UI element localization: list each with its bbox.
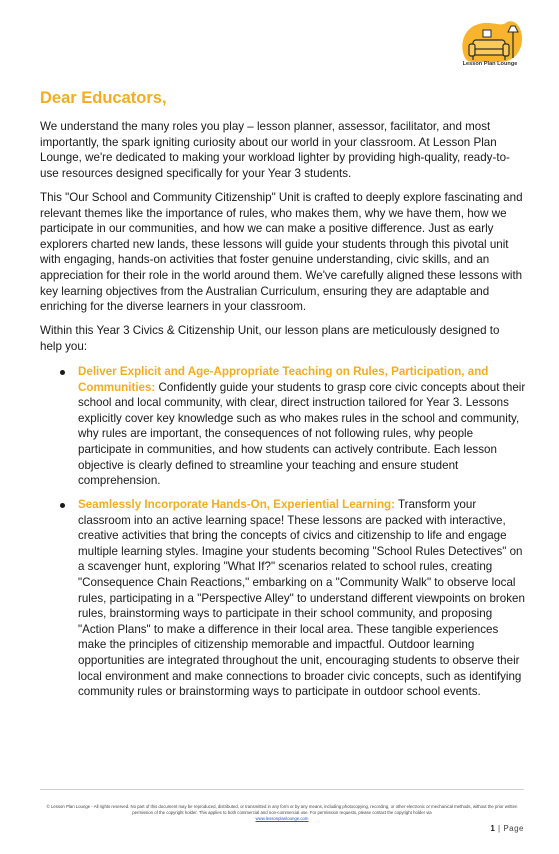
bullet-text: Confidently guide your students to grasp core civic concepts about their school and local community, with clear, direct instruction tailored for Year 3. Lessons explicitly cover key knowledge such as who makes rules in the school and community, why rules are important, the consequences of not following rules, why people participate in communities, and how students can actively contribute. Each lesson objective is clearly defined to streamline your teaching and ensure student comprehension. bbox=[78, 380, 526, 488]
greeting-heading: Dear Educators, bbox=[40, 89, 167, 107]
unit-description-paragraph: This "Our School and Community Citizenship" Unit is crafted to deeply explore fascinating and relevant themes like the importance of rules, who makes them, why we have them, how we participate in our communities, and how we can make a positive difference. Just as early explorers charted new lands, these lessons will guide your students through this pivotal unit with engaging, hands-on activities that foster genuine understanding, civic skills, and an appreciation for their role in the world around them. We've carefully aligned these lessons with key learning objectives from the Australian Curriculum, ensuring they are adaptable and enriching for the diverse learners in your classroom. bbox=[40, 191, 523, 314]
footer-divider bbox=[40, 789, 524, 790]
page-number: 1 | Page bbox=[490, 824, 524, 833]
page-number-value: 1 bbox=[490, 824, 496, 833]
bullet-item-explicit-teaching bbox=[40, 364, 526, 489]
bullet-dot bbox=[60, 370, 65, 375]
bullet-text: Transform your classroom into an active learning space! These lessons are packed with interactive, creative activities that bring the concepts of civics and citizenship to life and engage multiple learning styles. Imagine your students becoming "School Rules Detectives" on a scavenger hunt, exploring "What If?" scenarios related to school rules, creating "Consequence Chain Reactions," embarking on a "Community Walk" to observe local rules, participating in a "Perspective Alley" to understand different viewpoints on broken rules, brainstorming ways to participate in their school community, and proposing "Action Plans" to make a difference in their local area. These tangible experiences make the principles of citizenship memorable and impactful. Outdoor learning opportunities are integrated throughout the unit, encouraging students to observe their local environment and make connections to broader civic concepts, such as identifying community rules or brainstorming ways to participate in outdoor school events. bbox=[78, 498, 525, 699]
intro-paragraph: We understand the many roles you play – lesson planner, assessor, facilitator, and most importantly, the spark igniting curiosity about our world in your classroom. At Lesson Plan Lounge, we're dedicated to making your workload lighter by providing high-quality, ready-to-use resources designed specifically for your Year 3 students. bbox=[40, 120, 510, 180]
website-link[interactable]: www.lessonplanlounge.com bbox=[255, 816, 309, 822]
lead-in-paragraph: Within this Year 3 Civics & Citizenship Unit, our lesson plans are meticulously designed to help you: bbox=[40, 324, 500, 353]
bullet-heading: Seamlessly Incorporate Hands-On, Experiential Learning: bbox=[78, 498, 395, 511]
bullet-list bbox=[40, 364, 526, 489]
page-label: Page bbox=[503, 824, 524, 833]
copyright-text: © Lesson Plan Lounge - All rights reserved. No part of this document may be reproduced, distributed, or transmitted in any form or by any means, including photocopying, recording, or other electronic or mechanical methods, without the prior written permission of the copyright holder. This applies to both commercial and non-commercial use. For permission requests, please contact the copyright holder via bbox=[46, 804, 518, 816]
bullet-heading: Deliver Explicit and Age-Appropriate Teaching on Rules, Participation, and Communities: bbox=[78, 365, 489, 394]
logo-text: Lesson Plan Lounge bbox=[462, 61, 518, 67]
footer-copyright bbox=[40, 804, 524, 823]
bullet-item-hands-on-learning bbox=[40, 497, 526, 700]
bullet-dot bbox=[60, 503, 65, 508]
bullet-list bbox=[40, 497, 526, 700]
